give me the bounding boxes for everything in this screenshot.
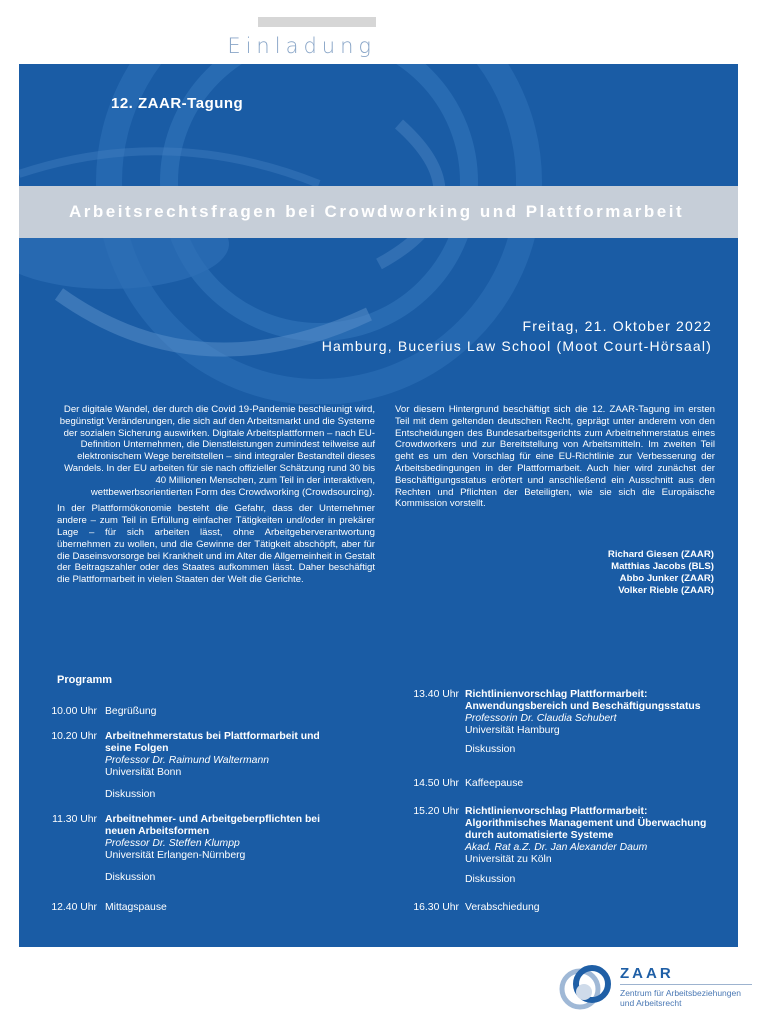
program-time: 16.30 Uhr [413,902,459,913]
program-affiliation: Universität Hamburg [465,725,560,736]
program-time: 14.50 Uhr [413,778,459,789]
logo-divider [620,984,752,985]
zaar-logo [558,962,758,1012]
header-rule [258,17,376,27]
program-right-column [379,64,738,947]
program-title: Richtlinienvorschlag Plattformarbeit: Algorithmisches Management und Überwachung durch automatisierte Systeme [465,806,707,841]
program-title: Verabschiedung [465,902,540,913]
program-affiliation: Universität Bonn [105,767,182,778]
event-series: 12. ZAAR-Tagung [111,95,244,112]
intro-paragraph: In der Plattformökonomie besteht die Gefahr, dass der Unternehmer andere – zum Teil in Erfüllung einfacher Tätigkeiten und/oder in prekärer Lage – für sich arbeiten lässt, ohne Arbeitgeberverantwortung übernehmen zu wollen, und die Gewinne der Tätigkeit abschöpft, aber für die Daseinsvorsorge bei Krankheit und im Alter die Allgemeinheit in Gestalt der Beitragszahler oder des Staates aufkommen lässt. Daher beschäftigt die Plattformarbeit in vielen Staaten der Welt die Gerichte. [57,503,375,586]
program-title: Begrüßung [105,706,157,717]
program-heading: Programm [57,674,113,686]
program-time: 12.40 Uhr [51,902,97,913]
program-title: Mittagspause [105,902,167,913]
intro-paragraph: Vor diesem Hintergrund beschäftigt sich die 12. ZAAR-Tagung im ersten Teil mit dem geltenden deutschen Recht, geprägt unter anderem von den Entscheidungen des Bundesarbeitsgerichts zum Arbeitnehmerstatus eines Crowdworkers und zur Bereitstellung von Arbeitsmitteln. Im zweiten Teil geht es um den Vorschlag für eine EU-Richtlinie zur Verbesserung der Arbeitsbedingungen in der Plattformarbeit. Auch hier wird zunächst der Beschäftigungsstatus erörtert und anschließend ein Ausschnitt aus den Rechten und Pflichten der Beteiligten, wie sie sich die Europäische Kommission vorstellt. [395,404,715,510]
program-affiliation: Universität Erlangen-Nürnberg [105,850,246,861]
program-note: Diskussion [465,744,516,755]
logo-subtitle-line: und Arbeitsrecht [620,998,682,1008]
program-time: 10.20 Uhr [51,731,97,742]
organizer-name: Volker Rieble (ZAAR) [618,585,714,596]
event-date: Freitag, 21. Oktober 2022 [522,318,712,334]
program-speaker: Professorin Dr. Claudia Schubert [465,713,617,724]
event-location: Hamburg, Bucerius Law School (Moot Court-Hörsaal) [321,338,712,354]
organizer-name: Matthias Jacobs (BLS) [611,561,714,572]
program-speaker: Professor Dr. Raimund Waltermann [105,755,269,766]
program-left-column [19,64,379,947]
logo-subtitle-line: Zentrum für Arbeitsbeziehungen [620,988,741,998]
logo-subtitle [620,988,741,1008]
program-note: Diskussion [105,789,156,800]
organizer-name: Abbo Junker (ZAAR) [619,573,714,584]
event-title: Arbeitsrechtsfragen bei Crowdworking und Plattformarbeit [69,202,685,221]
program-title: Arbeitnehmerstatus bei Plattformarbeit und seine Folgen [105,731,320,754]
zaar-logo-mark-icon [558,962,616,1012]
logo-name: ZAAR [620,965,674,982]
program-time: 10.00 Uhr [51,706,97,717]
program-title: Arbeitnehmer- und Arbeitgeberpflichten bei neuen Arbeitsformen [105,814,320,837]
program-note: Diskussion [105,872,156,883]
program-time: 11.30 Uhr [52,814,97,825]
program-title: Richtlinienvorschlag Plattformarbeit: Anwendungsbereich und Beschäftigungsstatus [465,689,701,712]
program-time: 15.20 Uhr [413,806,459,817]
program-time: 13.40 Uhr [413,689,459,700]
invitation-label: Einladung [227,34,376,58]
organizer-name: Richard Giesen (ZAAR) [607,549,714,560]
program-speaker: Akad. Rat a.Z. Dr. Jan Alexander Daum [465,842,648,853]
intro-paragraph: Der digitale Wandel, der durch die Covid 19-Pandemie beschleunigt wird, begünstigt Veränderungen, die sich auf den Arbeitsmarkt und die Systeme der sozialen Sicherung auswirken. Digitale Arbeitsplattformen – nach EU-Definition Unternehmen, die Dienstleistungen zumindest teilweise auf elektronischem Wege bereitstellen – sind integraler Bestandteil dieses Wandels. In der EU arbeiten für sie nach offizieller Schätzung rund 30 bis 40 Millionen Menschen, zum Teil in der interaktiven, wettbewerbsorientierten Form des Crowdworking (Crowdsourcing). [59,404,375,498]
program-title: Kaffeepause [465,778,524,789]
program-note: Diskussion [465,874,516,885]
program-affiliation: Universität zu Köln [465,854,552,865]
program-speaker: Professor Dr. Steffen Klumpp [105,838,240,849]
flyer-panel [19,64,738,947]
